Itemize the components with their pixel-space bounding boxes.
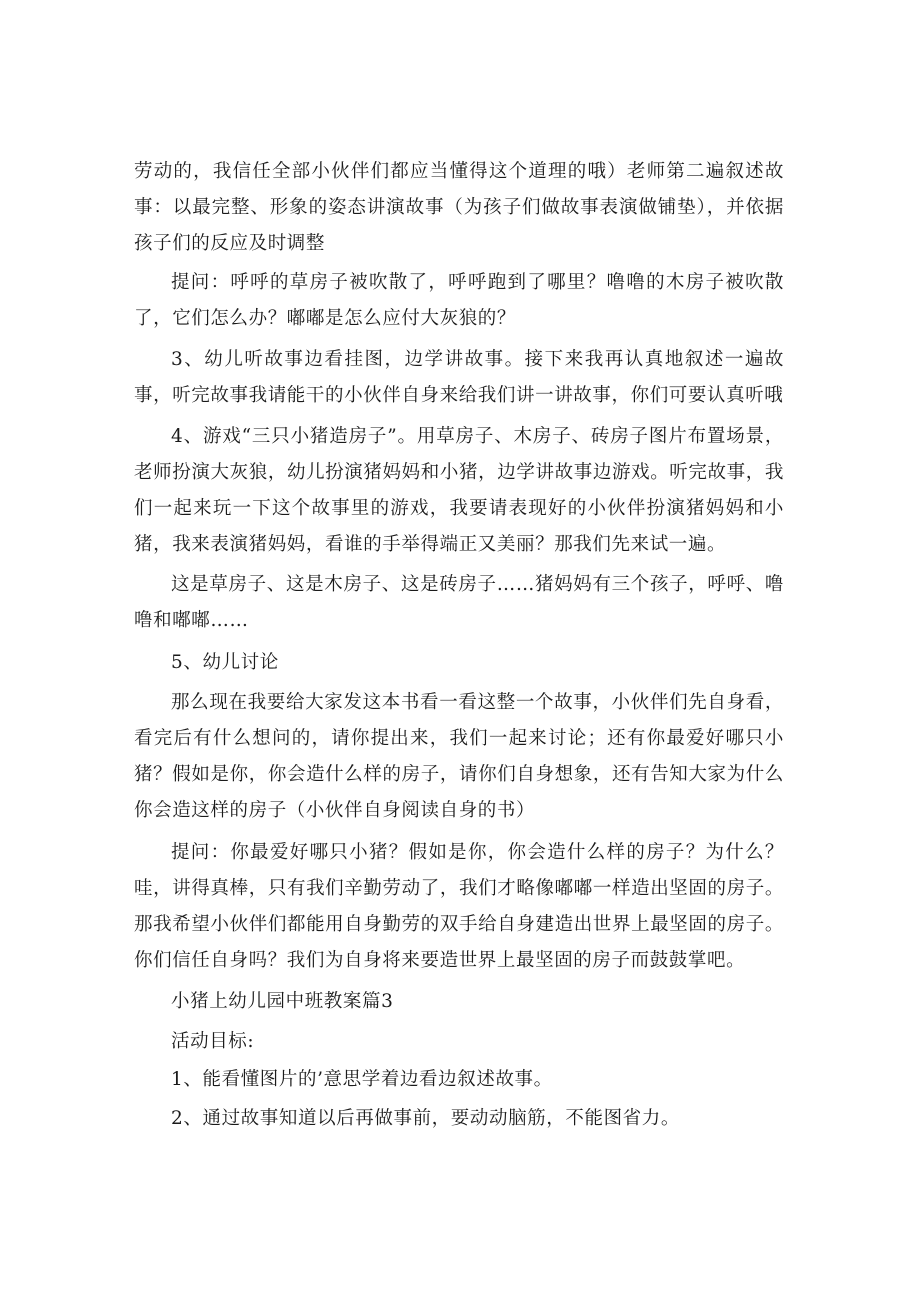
paragraph-question-favorite: 提问：你最爱好哪只小猪？假如是你，你会造什么样的房子？为什么？哇，讲得真棒，只有我们辛勤劳动了，我们才略像嘟嘟一样造出坚固的房子。那我希望小伙伴们都能用自身勤劳的双手给自身建造出世界上最坚固的房子。你们信任自身吗？我们为自身将来要造世界上最坚固的房子而鼓鼓掌吧。 <box>134 842 784 971</box>
paragraph-step-4-game: 4、游戏“三只小猪造房子”。用草房子、木房子、砖房子图片布置场景，老师扮演大灰狼，幼儿扮演猪妈妈和小猪，边学讲故事边游戏。听完故事，我们一起来玩一下这个故事里的游戏，我要请表现好的小伙伴扮演猪妈妈和小猪，我来表演猪妈妈，看谁的手举得端正又美丽？那我们先来试一遍。 <box>134 426 784 555</box>
goal-item-1: 1、能看懂图片的’意思学着边看边叙述故事。 <box>171 1069 553 1090</box>
heading-activity-goals: 活动目标: <box>171 1031 255 1052</box>
paragraph-teacher-retell: 劳动的，我信任全部小伙伴们都应当懂得这个道理的哦）老师第二遍叙述故事：以最完整、形象的姿态讲演故事（为孩子们做故事表演做铺垫），并依据孩子们的反应及时调整 <box>134 161 784 254</box>
paragraph-step-3: 3、幼儿听故事边看挂图，边学讲故事。接下来我再认真地叙述一遍故事，听完故事我请能干的小伙伴自身来给我们讲一讲故事，你们可要认真听哦 <box>134 349 784 406</box>
goal-item-2: 2、通过故事知道以后再做事前，要动动脑筋，不能图省力。 <box>171 1108 680 1129</box>
paragraph-houses-intro: 这是草房子、这是木房子、这是砖房子……猪妈妈有三个孩子，呼呼、噜噜和嘟嘟…… <box>134 574 784 631</box>
paragraph-step-5-heading: 5、幼儿讨论 <box>171 652 279 673</box>
paragraph-question-houses: 提问：呼呼的草房子被吹散了，呼呼跑到了哪里？噜噜的木房子被吹散了，它们怎么办？嘟嘟是怎么应付大灰狼的？ <box>134 272 784 329</box>
section-title-lesson-3: 小猪上幼儿园中班教案篇3 <box>171 991 394 1012</box>
paragraph-discussion: 那么现在我要给大家发这本书看一看这整一个故事，小伙伴们先自身看，看完后有什么想问的，请你提出来，我们一起来讨论；还有你最爱好哪只小猪？假如是你，你会造什么样的房子，请你们自身想象，还有告知大家为什么你会造这样的房子（小伙伴自身阅读自身的书） <box>134 692 784 821</box>
